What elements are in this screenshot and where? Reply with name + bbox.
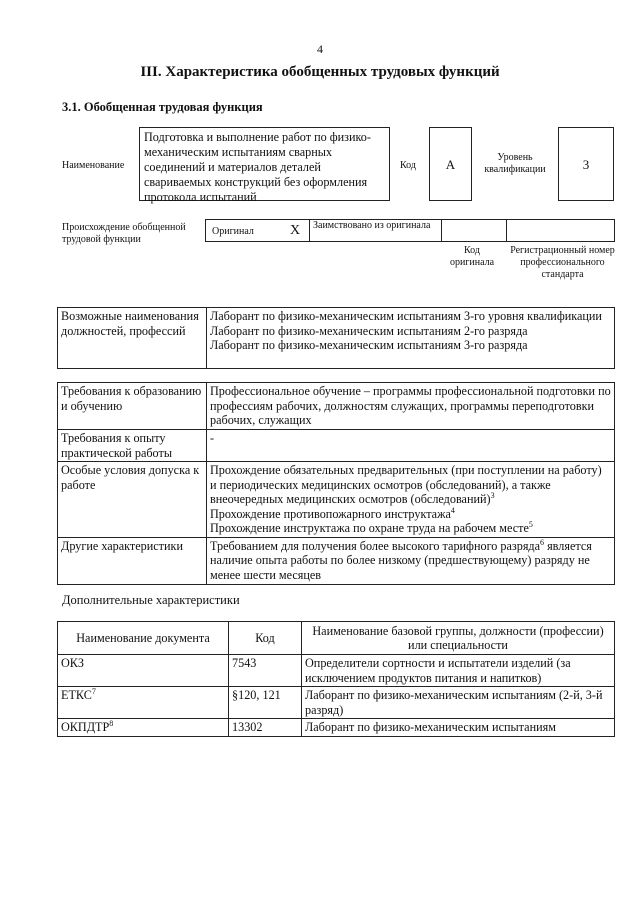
function-name: Подготовка и выполнение работ по физико-механическим испытаниям сварных соединений и материалов деталей свариваемых конструкций без оформления протокола испытаний <box>139 127 390 201</box>
code-value: A <box>429 127 472 201</box>
row-etks-name: Лаборант по физико-механическим испытаниям (2-й, 3-й разряд) <box>302 687 615 719</box>
borrowed-label: Заимствовано из оригинала <box>313 220 431 231</box>
other-line-2: является наличие опыта работы по более низкому (предшествующему) разряду не менее шести месяцев <box>210 538 592 582</box>
condition-1: Прохождение обязательных предварительных (при поступлении на работу) и периодических медицинских осмотров (обследований), а также внеочередных медицинских осмотров (обследований) <box>210 463 602 506</box>
position-3: Лаборант по физико-механическим испытаниям 3-го разряда <box>210 338 528 352</box>
row-okpdtr-code: 13302 <box>229 719 302 737</box>
subsection-title: 3.1. Обобщенная трудовая функция <box>62 100 263 114</box>
footnote-8: 8 <box>109 718 114 728</box>
code-original-caption: Код оригинала <box>449 245 495 268</box>
footnote-7: 7 <box>91 686 96 696</box>
other-characteristics-value <box>207 537 615 584</box>
education-label: Требования к образованию и обучению <box>58 383 207 430</box>
additional-label: Дополнительные характеристики <box>62 593 240 607</box>
special-conditions-value <box>207 462 615 538</box>
original-label: Оригинал <box>212 226 254 237</box>
footnote-4: 4 <box>450 505 455 515</box>
row-etks-doc <box>58 687 229 719</box>
row-okpdtr-doc <box>58 719 229 737</box>
origin-divider-2 <box>441 220 442 241</box>
origin-label: Происхождение обобщенной трудовой функции <box>62 222 186 245</box>
positions-cell <box>207 308 615 369</box>
experience-value: - <box>207 430 615 462</box>
level-label: Уровень квалификации <box>484 152 546 175</box>
other-characteristics-label: Другие характеристики <box>58 537 207 584</box>
special-conditions-label: Особые условия допуска к работе <box>58 462 207 538</box>
education-value: Профессиональное обучение – программы профессиональной подготовки по профессиям рабочих, должностям служащих, программы переподготовки рабочих, служащих <box>207 383 615 430</box>
section-title: III. Характеристика обобщенных трудовых функций <box>140 64 500 80</box>
origin-divider-1 <box>309 220 310 241</box>
condition-2: Прохождение противопожарного инструктажа <box>210 506 451 521</box>
position-1: Лаборант по физико-механическим испытаниям 3-го уровня квалификации <box>210 309 602 323</box>
row-etks-code: §120, 121 <box>229 687 302 719</box>
code-label: Код <box>400 160 416 171</box>
header-code: Код <box>229 622 302 655</box>
requirements-table <box>57 382 615 585</box>
condition-3: Прохождение инструктажа по охране труда на рабочем месте <box>210 521 529 535</box>
header-group: Наименование базовой группы, должности (профессии) или специальности <box>302 622 615 655</box>
name-label: Наименование <box>62 160 125 171</box>
experience-label: Требования к опыту практической работы <box>58 430 207 462</box>
row-okz-code: 7543 <box>229 655 302 687</box>
footnote-5: 5 <box>528 519 533 529</box>
level-value: 3 <box>558 127 614 201</box>
okpdtr-label: ОКПДТР <box>61 720 110 734</box>
row-okz-name: Определители сортности и испытатели изделий (за исключением продуктов питания и напитков) <box>302 655 615 687</box>
header-document: Наименование документа <box>58 622 229 655</box>
origin-box <box>205 219 615 242</box>
row-okpdtr-name: Лаборант по физико-механическим испытаниям <box>302 719 615 737</box>
additional-table <box>57 621 615 737</box>
footnote-6: 6 <box>540 537 545 547</box>
positions-table <box>57 307 615 369</box>
origin-divider-3 <box>506 220 507 241</box>
etks-label: ЕТКС <box>61 688 92 702</box>
row-okz-doc: ОКЗ <box>58 655 229 687</box>
other-line-1: Требованием для получения более высокого тарифного разряда <box>210 538 541 553</box>
original-mark: X <box>290 223 301 238</box>
position-2: Лаборант по физико-механическим испытаниям 2-го разряда <box>210 323 528 338</box>
page-number: 4 <box>317 42 323 56</box>
footnote-3: 3 <box>490 490 495 500</box>
reg-number-caption: Регистрационный номер профессионального стандарта <box>510 245 615 280</box>
positions-label: Возможные наименования должностей, профессий <box>58 308 207 369</box>
